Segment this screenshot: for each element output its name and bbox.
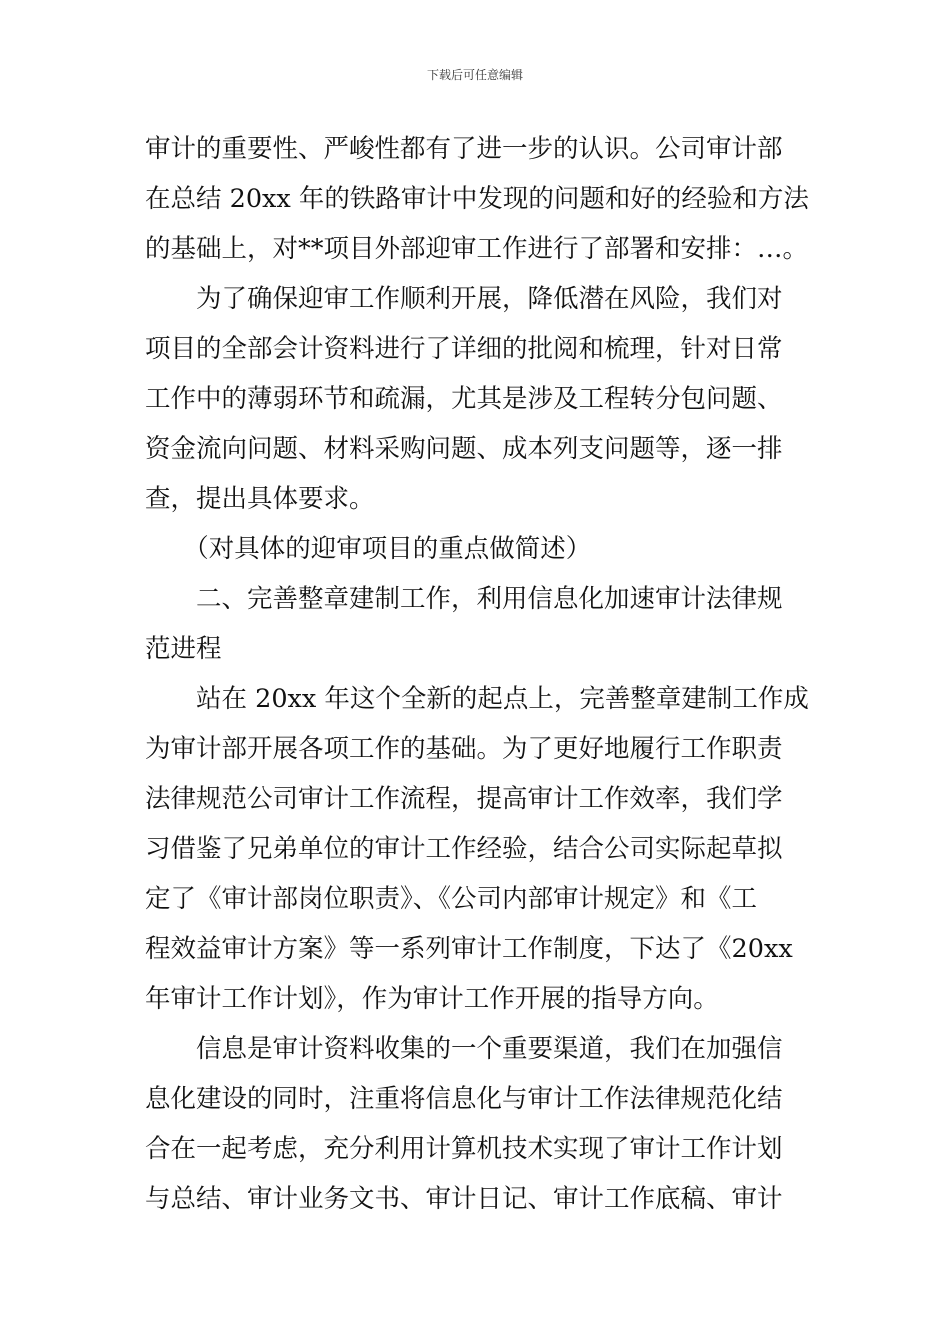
paragraph: [145, 674, 810, 1024]
text-line: 站在 20xx 年这个全新的起点上，完善整章建制工作成: [145, 684, 809, 714]
text-line: 定了《审计部岗位职责》、《公司内部审计规定》和《工: [145, 884, 758, 914]
text-line: 法律规范公司审计工作流程，提高审计工作效率，我们学: [145, 784, 783, 814]
text-line: 习借鉴了兄弟单位的审计工作经验，结合公司实际起草拟: [145, 834, 783, 864]
text-line: 在总结 20xx 年的铁路审计中发现的问题和好的经验和方法: [145, 184, 809, 214]
section-heading: [145, 574, 810, 674]
text-line: 与总结、审计业务文书、审计日记、审计工作底稿、审计: [145, 1184, 783, 1214]
text-line: 二、完善整章建制工作，利用信息化加速审计法律规: [145, 584, 783, 614]
text-line: 信息是审计资料收集的一个重要渠道，我们在加强信: [145, 1034, 783, 1064]
text-line: 的基础上，对**项目外部迎审工作进行了部署和安排：…。: [145, 234, 809, 264]
page-header: 下载后可任意编辑: [426, 68, 523, 82]
text-line: 审计的重要性、严峻性都有了进一步的认识。公司审计部: [145, 134, 783, 164]
paragraph: [145, 274, 810, 524]
text-line: 项目的全部会计资料进行了详细的批阅和梳理，针对日常: [145, 334, 783, 364]
text-line: 为审计部开展各项工作的基础。为了更好地履行工作职责: [145, 734, 783, 764]
paragraph: [145, 124, 810, 274]
document-body: [145, 124, 810, 1224]
text-line: 资金流向问题、材料采购问题、成本列支问题等，逐一排: [145, 434, 783, 464]
text-line: 查，提出具体要求。: [145, 484, 375, 514]
text-line: 合在一起考虑，充分利用计算机技术实现了审计工作计划: [145, 1134, 783, 1164]
text-line: 为了确保迎审工作顺利开展，降低潜在风险，我们对: [145, 284, 783, 314]
text-line: 息化建设的同时，注重将信息化与审计工作法律规范化结: [145, 1084, 783, 1114]
paragraph: [145, 1024, 810, 1224]
text-line: 范进程: [145, 634, 222, 664]
text-line: （对具体的迎审项目的重点做简述）: [145, 534, 592, 564]
text-line: 年审计工作计划》，作为审计工作开展的指导方向。: [145, 984, 719, 1014]
paragraph: [145, 524, 810, 574]
text-line: 工作中的薄弱环节和疏漏，尤其是涉及工程转分包问题、: [145, 384, 783, 414]
text-line: 程效益审计方案》等一系列审计工作制度，下达了《20xx: [145, 934, 793, 964]
